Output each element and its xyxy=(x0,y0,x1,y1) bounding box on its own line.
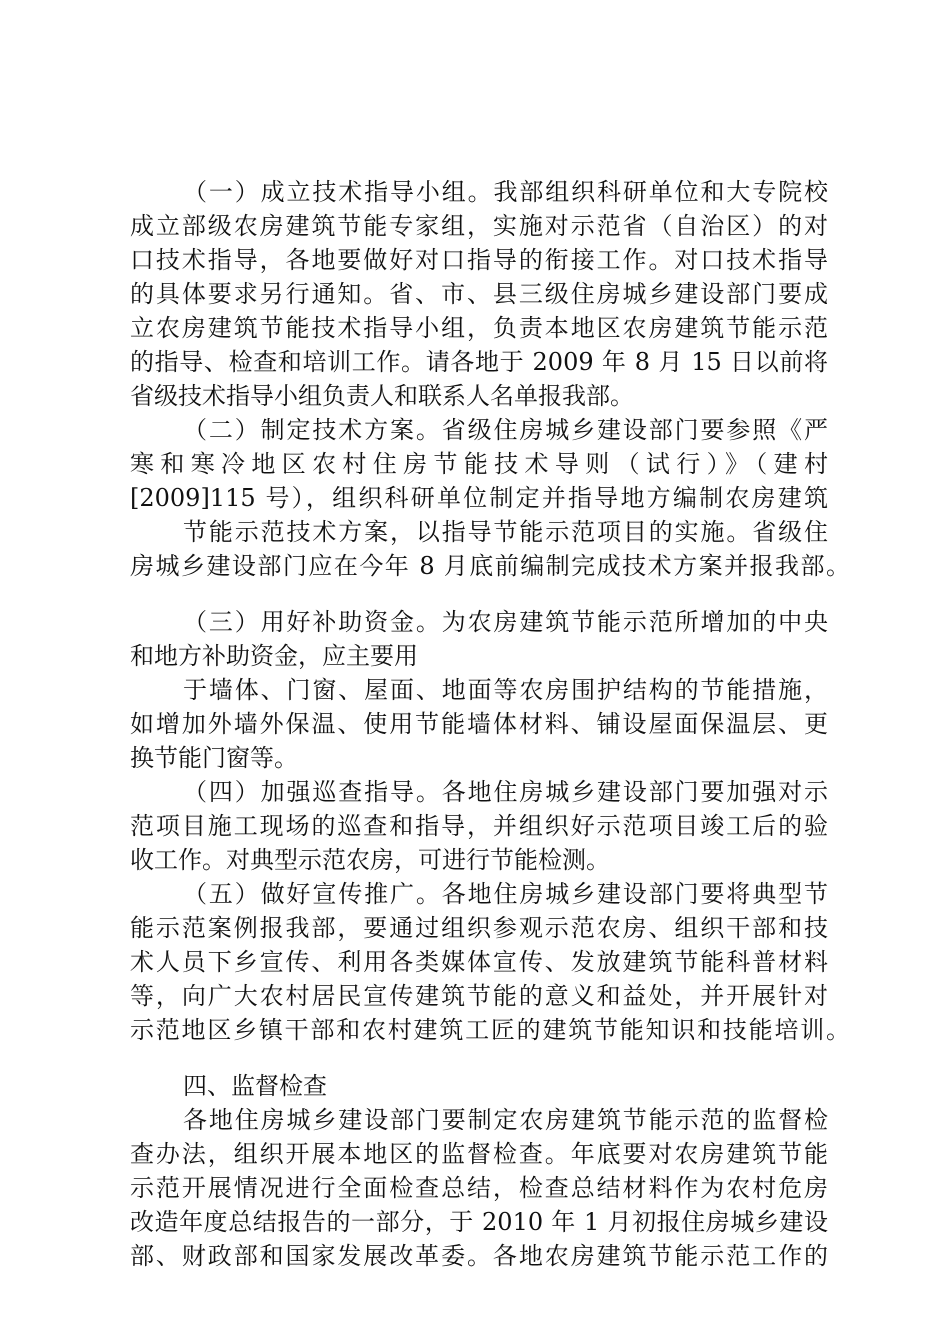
paragraph-2-line-4: 节能示范技术方案，以指导节能示范项目的实施。省级住 xyxy=(183,518,828,546)
paragraph-4-line-2: 范项目施工现场的巡查和指导，并组织好示范项目竣工后的验 xyxy=(130,812,828,840)
paragraph-3-line-4: 如增加外墙外保温、使用节能墙体材料、铺设屋面保温层、更 xyxy=(130,710,828,738)
paragraph-6-line-4: 改造年度总结报告的一部分，于 2010 年 1 月初报住房城乡建设 xyxy=(130,1208,828,1236)
paragraph-6-line-1: 各地住房城乡建设部门要制定农房建筑节能示范的监督检 xyxy=(183,1106,828,1134)
paragraph-5-line-5: 示范地区乡镇干部和农村建筑工匠的建筑节能知识和技能培训。 xyxy=(130,1016,850,1044)
paragraph-4-line-3: 收工作。对典型示范农房，可进行节能检测。 xyxy=(130,846,610,874)
paragraph-2-line-5: 房城乡建设部门应在今年 8 月底前编制完成技术方案并报我部。 xyxy=(130,552,850,580)
paragraph-4-line-1: （四）加强巡查指导。各地住房城乡建设部门要加强对示 xyxy=(183,778,828,806)
paragraph-5-line-4: 等，向广大农村居民宣传建筑节能的意义和益处，并开展针对 xyxy=(130,982,828,1010)
section-heading: 四、监督检查 xyxy=(183,1072,327,1100)
paragraph-2-line-3: [2009]115 号），组织科研单位制定并指导地方编制农房建筑 xyxy=(130,484,828,512)
paragraph-5-line-1: （五）做好宣传推广。各地住房城乡建设部门要将典型节 xyxy=(183,880,828,908)
paragraph-1-line-5: 立农房建筑节能技术指导小组，负责本地区农房建筑节能示范 xyxy=(130,314,828,342)
paragraph-5-line-3: 术人员下乡宣传、利用各类媒体宣传、发放建筑节能科普材料 xyxy=(130,948,828,976)
paragraph-6-line-3: 示范开展情况进行全面检查总结，检查总结材料作为农村危房 xyxy=(130,1174,828,1202)
paragraph-1-line-7: 省级技术指导小组负责人和联系人名单报我部。 xyxy=(130,382,634,410)
paragraph-3-line-3: 于墙体、门窗、屋面、地面等农房围护结构的节能措施， xyxy=(183,676,828,704)
paragraph-3-line-2: 和地方补助资金，应主要用 xyxy=(130,642,418,670)
paragraph-1-line-1: （一）成立技术指导小组。我部组织科研单位和大专院校 xyxy=(183,178,828,206)
paragraph-6-line-2: 查办法，组织开展本地区的监督检查。年底要对农房建筑节能 xyxy=(130,1140,828,1168)
paragraph-6-line-5: 部、财政部和国家发展改革委。各地农房建筑节能示范工作的 xyxy=(130,1242,828,1270)
paragraph-5-line-2: 能示范案例报我部，要通过组织参观示范农房、组织干部和技 xyxy=(130,914,828,942)
paragraph-3-line-1: （三）用好补助资金。为农房建筑节能示范所增加的中央 xyxy=(183,608,828,636)
paragraph-1-line-3: 口技术指导，各地要做好对口指导的衔接工作。对口技术指导 xyxy=(130,246,828,274)
paragraph-1-line-6: 的指导、检查和培训工作。请各地于 2009 年 8 月 15 日以前将 xyxy=(130,348,828,376)
paragraph-3-line-5: 换节能门窗等。 xyxy=(130,744,298,772)
paragraph-2-line-1: （二）制定技术方案。省级住房城乡建设部门要参照《严 xyxy=(183,416,828,444)
paragraph-2-line-2: 寒和寒冷地区农村住房节能技术导则（试行）》（建村 xyxy=(130,450,828,478)
paragraph-1-line-2: 成立部级农房建筑节能专家组，实施对示范省（自治区）的对 xyxy=(130,212,828,240)
paragraph-1-line-4: 的具体要求另行通知。省、市、县三级住房城乡建设部门要成 xyxy=(130,280,828,308)
